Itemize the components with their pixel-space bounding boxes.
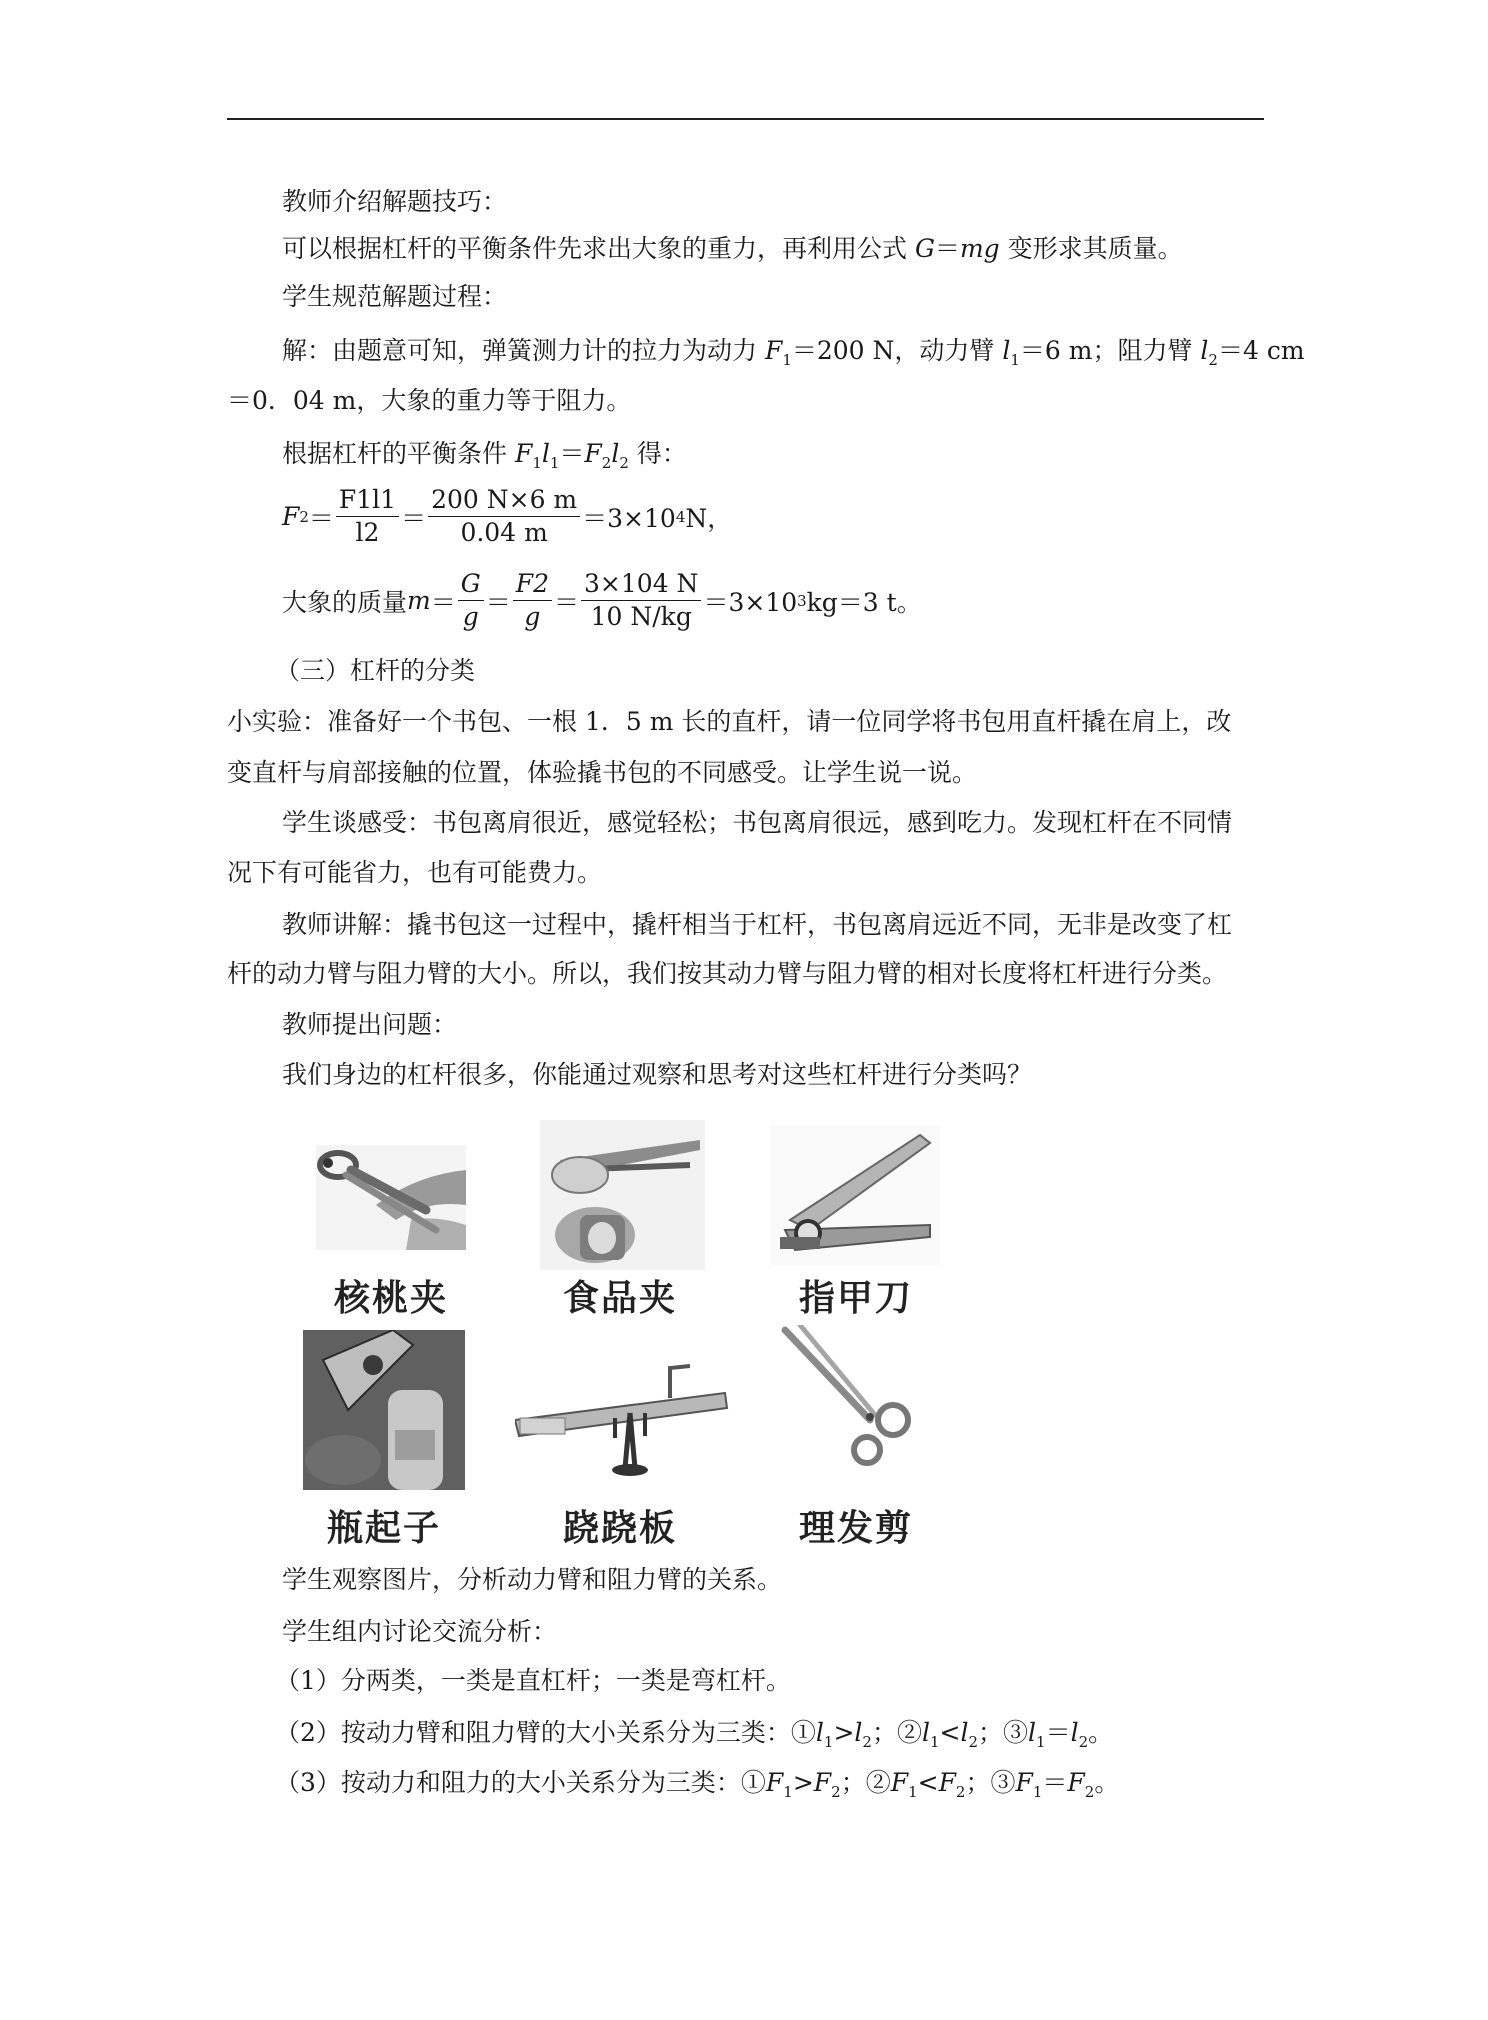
- para-teacher-question: 教师提出问题：: [282, 1010, 458, 1039]
- list-item-2: （2）按动力臂和阻力臂的大小关系分为三类：$①l_1>l_2$；$②l_1<l_2$；$③l_1=l_2$。: [275, 1718, 1114, 1751]
- food-tongs-image: [540, 1120, 705, 1270]
- para-feelings-line1: 学生谈感受：书包离肩很近，感觉轻松；书包离肩很远，感到吃力。发现杠杆在不同情: [282, 808, 1233, 837]
- fraction-g-g: $\frac{G}{g}$: [458, 568, 484, 633]
- para-question-body: 我们身边的杠杆很多，你能通过观察和思考对这些杠杆进行分类吗？: [282, 1060, 1033, 1089]
- fraction-values: $\frac{200 N\times 6 m}{0.04 m}$: [428, 484, 580, 549]
- walnut-cracker-image: [316, 1145, 466, 1250]
- para-experiment-line2: 变直杆与肩部接触的位置，体验撬书包的不同感受。让学生说一说。: [227, 758, 978, 787]
- para-balance-condition: 根据杠杆的平衡条件 $F_1l_1=F_2l_2$ 得：: [282, 439, 687, 472]
- caption-walnut-cracker: 核桃夹: [333, 1278, 448, 1319]
- para-feelings-line2: 况下有可能省力，也有可能费力。: [227, 858, 603, 887]
- list-item-3: （3）按动力和阻力的大小关系分为三类：$①F_1>F_2$；$②F_1<F_2$；$③F_1=F_2$。: [275, 1768, 1120, 1801]
- hair-scissors-image: [775, 1325, 925, 1470]
- section-heading-lever-classification: （三）杠杆的分类: [275, 656, 476, 685]
- para-solution-line2: ＝0．04 m，大象的重力等于阻力。: [227, 386, 632, 415]
- equation-mass: 大象的质量 m ＝ $\frac{G}{g}$ ＝ $\frac{F2}{g}$ ＝ $\frac{3\times 104 N}{10 N/kg}$ ＝3×10 3 kg＝3 t。: [282, 569, 922, 631]
- para-solution-line1: 解：由题意可知，弹簧测力计的拉力为动力 $F_1=200$ N，动力臂 $l_1=6$ m；阻力臂 $l_2=4$ cm: [282, 336, 1305, 369]
- para-group-discussion: 学生组内讨论交流分析：: [282, 1617, 558, 1646]
- fraction-f2-g: $\frac{F2}{g}$: [513, 568, 552, 633]
- header-rule: [227, 118, 1264, 120]
- caption-food-tongs: 食品夹: [562, 1278, 677, 1319]
- seesaw-image: [515, 1358, 730, 1478]
- nail-clipper-image: [770, 1125, 940, 1265]
- para-tips-body: 可以根据杠杆的平衡条件先求出大象的重力，再利用公式 G＝mg 变形求其质量。: [282, 234, 1183, 263]
- fraction-values-mass: $\frac{3\times 104 N}{10 N/kg}$: [581, 568, 701, 633]
- para-explain-line1: 教师讲解：撬书包这一过程中，撬杆相当于杠杆，书包离肩远近不同，无非是改变了杠: [282, 910, 1233, 939]
- para-experiment-line1: 小实验：准备好一个书包、一根 1．5 m 长的直杆，请一位同学将书包用直杆撬在肩上，改: [227, 707, 1232, 736]
- para-student-solution: 学生规范解题过程：: [282, 282, 508, 311]
- para-teacher-tips: 教师介绍解题技巧：: [282, 187, 508, 216]
- bottle-opener-image: [303, 1330, 465, 1490]
- caption-bottle-opener: 瓶起子: [326, 1508, 441, 1549]
- caption-nail-clipper: 指甲刀: [798, 1278, 913, 1319]
- equation-f2: F 2 ＝ $\frac{F1l1}{l2}$ ＝ $\frac{200 N\times 6 m}{0.04 m}$ ＝3×10 4 N，: [282, 485, 733, 547]
- caption-seesaw: 跷跷板: [562, 1508, 677, 1549]
- para-explain-line2: 杆的动力臂与阻力臂的大小。所以，我们按其动力臂与阻力臂的相对长度将杠杆进行分类。: [227, 959, 1228, 988]
- fraction-f1l1-l2: $\frac{F1l1}{l2}$: [336, 484, 399, 549]
- list-item-1: （1）分两类，一类是直杠杆；一类是弯杠杆。: [275, 1666, 791, 1695]
- para-observe: 学生观察图片，分析动力臂和阻力臂的关系。: [282, 1565, 783, 1594]
- caption-hair-scissors: 理发剪: [798, 1508, 913, 1549]
